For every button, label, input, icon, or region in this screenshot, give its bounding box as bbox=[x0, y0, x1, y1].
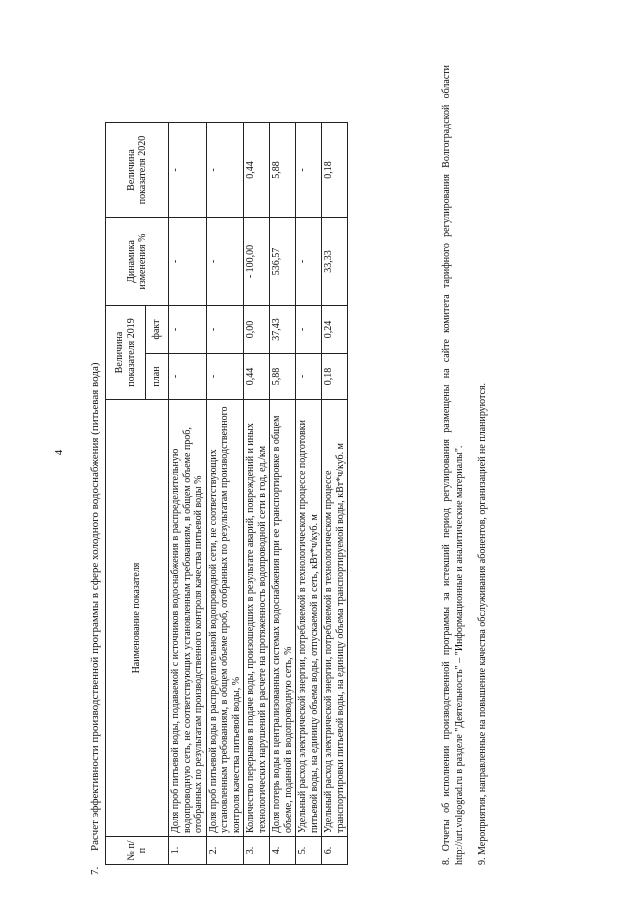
row-dynamics: - 100,00 bbox=[244, 218, 270, 306]
table-row bbox=[244, 123, 270, 865]
row-fact: - bbox=[206, 306, 244, 354]
rotated-page bbox=[45, 30, 605, 875]
section-number: 7. bbox=[89, 866, 101, 875]
page-number: 4 bbox=[53, 449, 65, 456]
row-num: 5. bbox=[296, 837, 322, 865]
table-row bbox=[296, 123, 322, 865]
row-plan: - bbox=[296, 354, 322, 400]
header-name: Наименование показателя bbox=[106, 400, 169, 837]
row-num: 2. bbox=[206, 837, 244, 865]
row-value-2020: 0,44 bbox=[244, 123, 270, 218]
table-row bbox=[270, 123, 296, 865]
row-dynamics: 33,33 bbox=[322, 218, 348, 306]
row-name: Доля потерь воды в централизованных системах водоснабжения при ее транспортировке в общем объеме, поданной в водопроводную сеть, % bbox=[270, 400, 296, 837]
row-name: Удельный расход электрической энергии, потребляемой в технологическом процессе подготовки питьевой воды, на единицу объема воды, отпускаемой в сеть, кВт*ч/куб. м bbox=[296, 400, 322, 837]
table-row bbox=[322, 123, 348, 865]
table-row bbox=[206, 123, 244, 865]
row-plan: 0,18 bbox=[322, 354, 348, 400]
row-value-2020: 0,18 bbox=[322, 123, 348, 218]
efficiency-table bbox=[105, 122, 348, 865]
header-num: № п/п bbox=[106, 837, 169, 865]
header-value-2019: Величина показателя 2019 bbox=[106, 306, 146, 400]
row-name: Удельный расход электрической энергии, потребляемой в технологическом процессе транспортировки питьевой воды, на единицу объема транспортируемой воды, кВт*ч/куб. м bbox=[322, 400, 348, 837]
header-value-2020: Величина показателя 2020 bbox=[106, 123, 169, 218]
row-plan: 0,44 bbox=[244, 354, 270, 400]
notes-block bbox=[440, 65, 499, 865]
section-title: Расчет эффективности производственной программы в сфере холодного водоснабжения (питьевая вода) bbox=[89, 362, 101, 851]
row-fact: - bbox=[169, 306, 207, 354]
section-heading bbox=[89, 363, 101, 876]
row-num: 3. bbox=[244, 837, 270, 865]
row-plan: - bbox=[206, 354, 244, 400]
row-dynamics: 536,57 bbox=[270, 218, 296, 306]
row-name: Доля проб питьевой воды в распределительной водопроводной сети, не соответствующих установленным требованиям, в общем объеме проб, отобранных по результатам производственного контроля качества питьевой воды, % bbox=[206, 400, 244, 837]
row-value-2020: 5,88 bbox=[270, 123, 296, 218]
row-dynamics: - bbox=[169, 218, 207, 306]
row-value-2020: - bbox=[169, 123, 207, 218]
row-name: Количество перерывов в подаче воды, произошедших в результате аварий, повреждений и иных технологических нарушений в расчете на протяженность водопроводной сети в год, ед./км bbox=[244, 400, 270, 837]
header-fact: факт bbox=[146, 306, 169, 354]
note-item-8: 8. Отчеты об исполнении производственной программы за истекший период регулирования размещены на сайте комитета тарифного регулирования Волгоградской области http://urt.volgograd.ru в разделе "Деятельность" – "Информационные и аналитические материалы". bbox=[441, 65, 465, 865]
row-plan: - bbox=[169, 354, 207, 400]
row-name: Доля проб питьевой воды, подаваемой с источников водоснабжения в распределительную водопроводную сеть, не соответствующих установленным требованиям, в общем объеме проб, отобранных по результатам производственного контроля качества питьевой воды % bbox=[169, 400, 207, 837]
row-fact: - bbox=[296, 306, 322, 354]
row-value-2020: - bbox=[296, 123, 322, 218]
row-value-2020: - bbox=[206, 123, 244, 218]
row-num: 1. bbox=[169, 837, 207, 865]
row-num: 4. bbox=[270, 837, 296, 865]
header-dynamics: Динамика изменения % bbox=[106, 218, 169, 306]
row-num: 6. bbox=[322, 837, 348, 865]
note-item-9: 9. Мероприятия, направленные на повышение качества обслуживания абонентов, организацией не планируются. bbox=[477, 382, 488, 865]
row-fact: 0,00 bbox=[244, 306, 270, 354]
header-plan: план bbox=[146, 354, 169, 400]
table-header-row bbox=[106, 123, 146, 865]
row-plan: 5,88 bbox=[270, 354, 296, 400]
table-row bbox=[169, 123, 207, 865]
row-dynamics: - bbox=[206, 218, 244, 306]
row-fact: 37,43 bbox=[270, 306, 296, 354]
row-fact: 0,24 bbox=[322, 306, 348, 354]
row-dynamics: - bbox=[296, 218, 322, 306]
